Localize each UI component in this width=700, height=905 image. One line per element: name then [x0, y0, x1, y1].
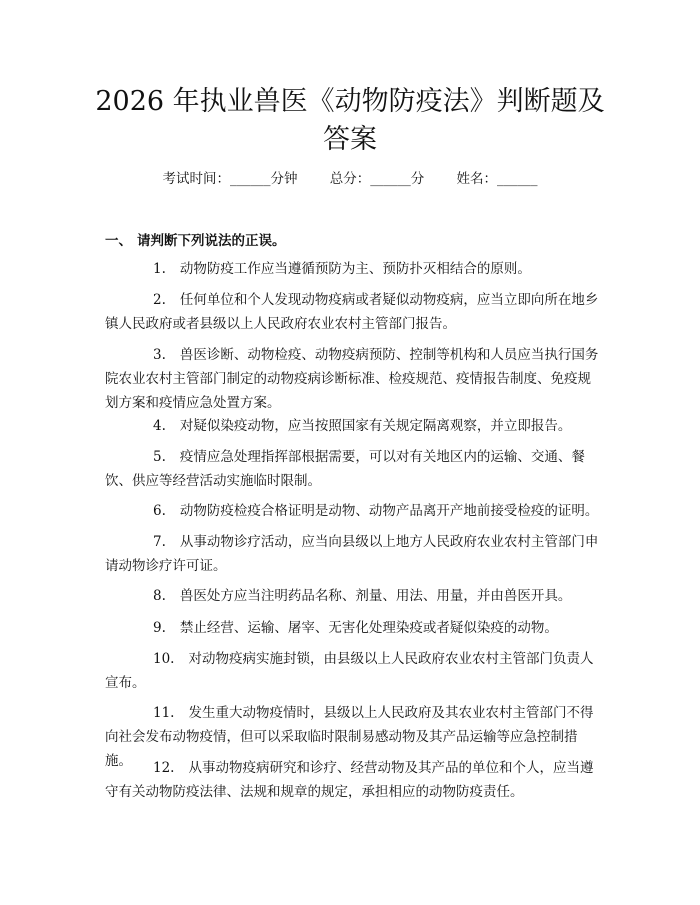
section-heading — [105, 232, 286, 250]
question-item — [105, 288, 599, 336]
question-item — [105, 445, 599, 493]
question-text: 兽医诊断、动物检疫、动物疫病预防、控制等机构和人员应当执行国务院农业农村主管部门制定的动物疫病诊断标准、检疫规范、疫情报告制度、免疫规划方案和疫情应急处置方案。 — [105, 347, 599, 411]
question-item — [105, 647, 599, 695]
question-item — [105, 414, 599, 438]
question-number: 5. — [153, 449, 166, 465]
question-text: 任何单位和个人发现动物疫病或者疑似动物疫病，应当立即向所在地乡镇人民政府或者县级以上人民政府农业农村主管部门报告。 — [105, 292, 599, 332]
question-text: 对疑似染疫动物，应当按照国家有关规定隔离观察，并立即报告。 — [179, 418, 572, 434]
question-item — [105, 616, 599, 640]
question-number: 7. — [153, 534, 166, 550]
question-number: 9. — [153, 620, 166, 636]
exam-time-field: 考试时间：______分钟 — [162, 171, 298, 187]
question-text: 从事动物诊疗活动，应当向县级以上地方人民政府农业农村主管部门申请动物诊疗许可证。 — [105, 534, 599, 574]
question-number: 8. — [153, 588, 166, 604]
question-number: 4. — [153, 418, 166, 434]
question-text: 对动物疫病实施封锁，由县级以上人民政府农业农村主管部门负责人宣布。 — [105, 651, 594, 691]
question-number: 11. — [153, 705, 175, 721]
question-text: 动物防疫工作应当遵循预防为主、预防扑灭相结合的原则。 — [179, 261, 531, 277]
section-number: 一、 — [105, 233, 132, 249]
question-text: 动物防疫检疫合格证明是动物、动物产品离开产地前接受检疫的证明。 — [179, 503, 599, 519]
question-text: 兽医处方应当注明药品名称、剂量、用法、用量，并由兽医开具。 — [179, 588, 572, 604]
question-item — [105, 530, 599, 578]
question-text: 禁止经营、运输、屠宰、无害化处理染疫或者疑似染疫的动物。 — [179, 620, 558, 636]
question-number: 3. — [153, 347, 166, 363]
question-number: 2. — [153, 292, 166, 308]
section-title: 请判断下列说法的正误。 — [137, 233, 286, 249]
question-number: 6. — [153, 503, 166, 519]
document-title: 2026 年执业兽医《动物防疫法》判断题及答案 — [95, 86, 605, 155]
question-number: 1. — [153, 261, 166, 277]
question-item — [105, 584, 599, 608]
total-score-field: 总分：______分 — [329, 171, 425, 187]
question-item — [105, 257, 599, 281]
question-number: 10. — [153, 651, 175, 667]
question-number: 12. — [153, 760, 175, 776]
exam-meta — [0, 170, 700, 188]
name-field: 姓名：______ — [456, 171, 538, 187]
question-text: 从事动物疫病研究和诊疗、经营动物及其产品的单位和个人，应当遵守有关动物防疫法律、法规和规章的规定，承担相应的动物防疫责任。 — [105, 760, 594, 800]
question-text: 疫情应急处理指挥部根据需要，可以对有关地区内的运输、交通、餐饮、供应等经营活动实施临时限制。 — [105, 449, 585, 489]
question-item — [105, 756, 599, 804]
question-item — [105, 343, 599, 415]
question-item — [105, 499, 599, 523]
question-text: 发生重大动物疫情时，县级以上人民政府及其农业农村主管部门不得向社会发布动物疫情，但可以采取临时限制易感动物及其产品运输等应急控制措施。 — [105, 705, 594, 769]
